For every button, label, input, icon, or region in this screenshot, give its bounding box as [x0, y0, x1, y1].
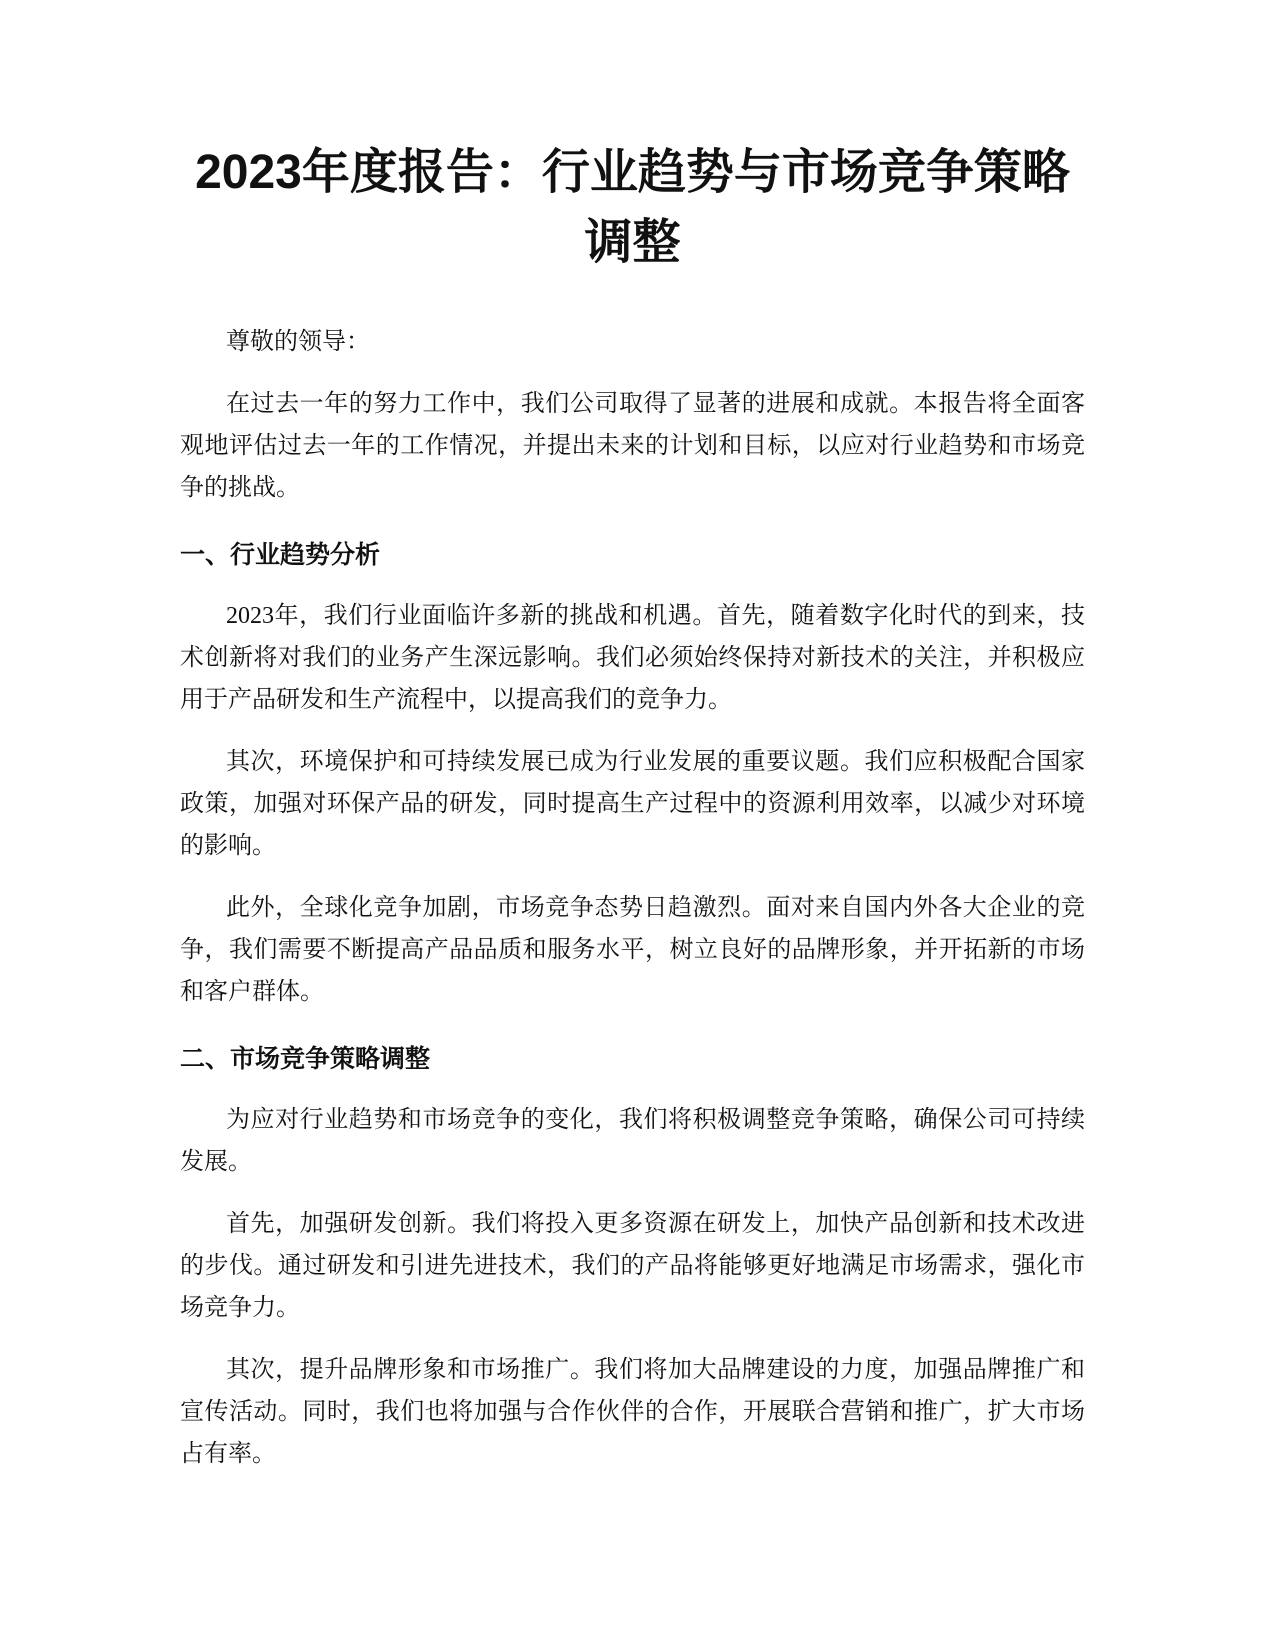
document-page: [180, 0, 1085, 1475]
section-heading-competition-strategy: 二、市场竞争策略调整: [180, 1045, 431, 1073]
document-title: 2023年度报告：行业趋势与市场竞争策略调整: [195, 146, 1070, 269]
section-1-paragraph: 2023年，我们行业面临许多新的挑战和机遇。首先，随着数字化时代的到来，技术创新将对我们的业务产生深远影响。我们必须始终保持对新技术的关注，并积极应用于产品研发和生产流程中，以提高我们的竞争力。: [180, 603, 1085, 713]
section-1-paragraph: 其次，环境保护和可持续发展已成为行业发展的重要议题。我们应积极配合国家政策，加强对环保产品的研发，同时提高生产过程中的资源利用效率，以减少对环境的影响。: [180, 749, 1085, 859]
section-2-paragraph: 其次，提升品牌形象和市场推广。我们将加大品牌建设的力度，加强品牌推广和宣传活动。同时，我们也将加强与合作伙伴的合作，开展联合营销和推广，扩大市场占有率。: [180, 1357, 1085, 1467]
section-2-paragraph: 首先，加强研发创新。我们将投入更多资源在研发上，加快产品创新和技术改进的步伐。通过研发和引进先进技术，我们的产品将能够更好地满足市场需求，强化市场竞争力。: [180, 1211, 1085, 1321]
section-heading-industry-trends: 一、行业趋势分析: [180, 541, 381, 569]
section-2-paragraph: 为应对行业趋势和市场竞争的变化，我们将积极调整竞争策略，确保公司可持续发展。: [180, 1107, 1085, 1175]
intro-paragraph: 在过去一年的努力工作中，我们公司取得了显著的进展和成就。本报告将全面客观地评估过去一年的工作情况，并提出未来的计划和目标，以应对行业趋势和市场竞争的挑战。: [180, 391, 1085, 501]
section-1-paragraph: 此外，全球化竞争加剧，市场竞争态势日趋激烈。面对来自国内外各大企业的竞争，我们需要不断提高产品品质和服务水平，树立良好的品牌形象，并开拓新的市场和客户群体。: [180, 895, 1085, 1005]
salutation: 尊敬的领导：: [226, 329, 370, 355]
